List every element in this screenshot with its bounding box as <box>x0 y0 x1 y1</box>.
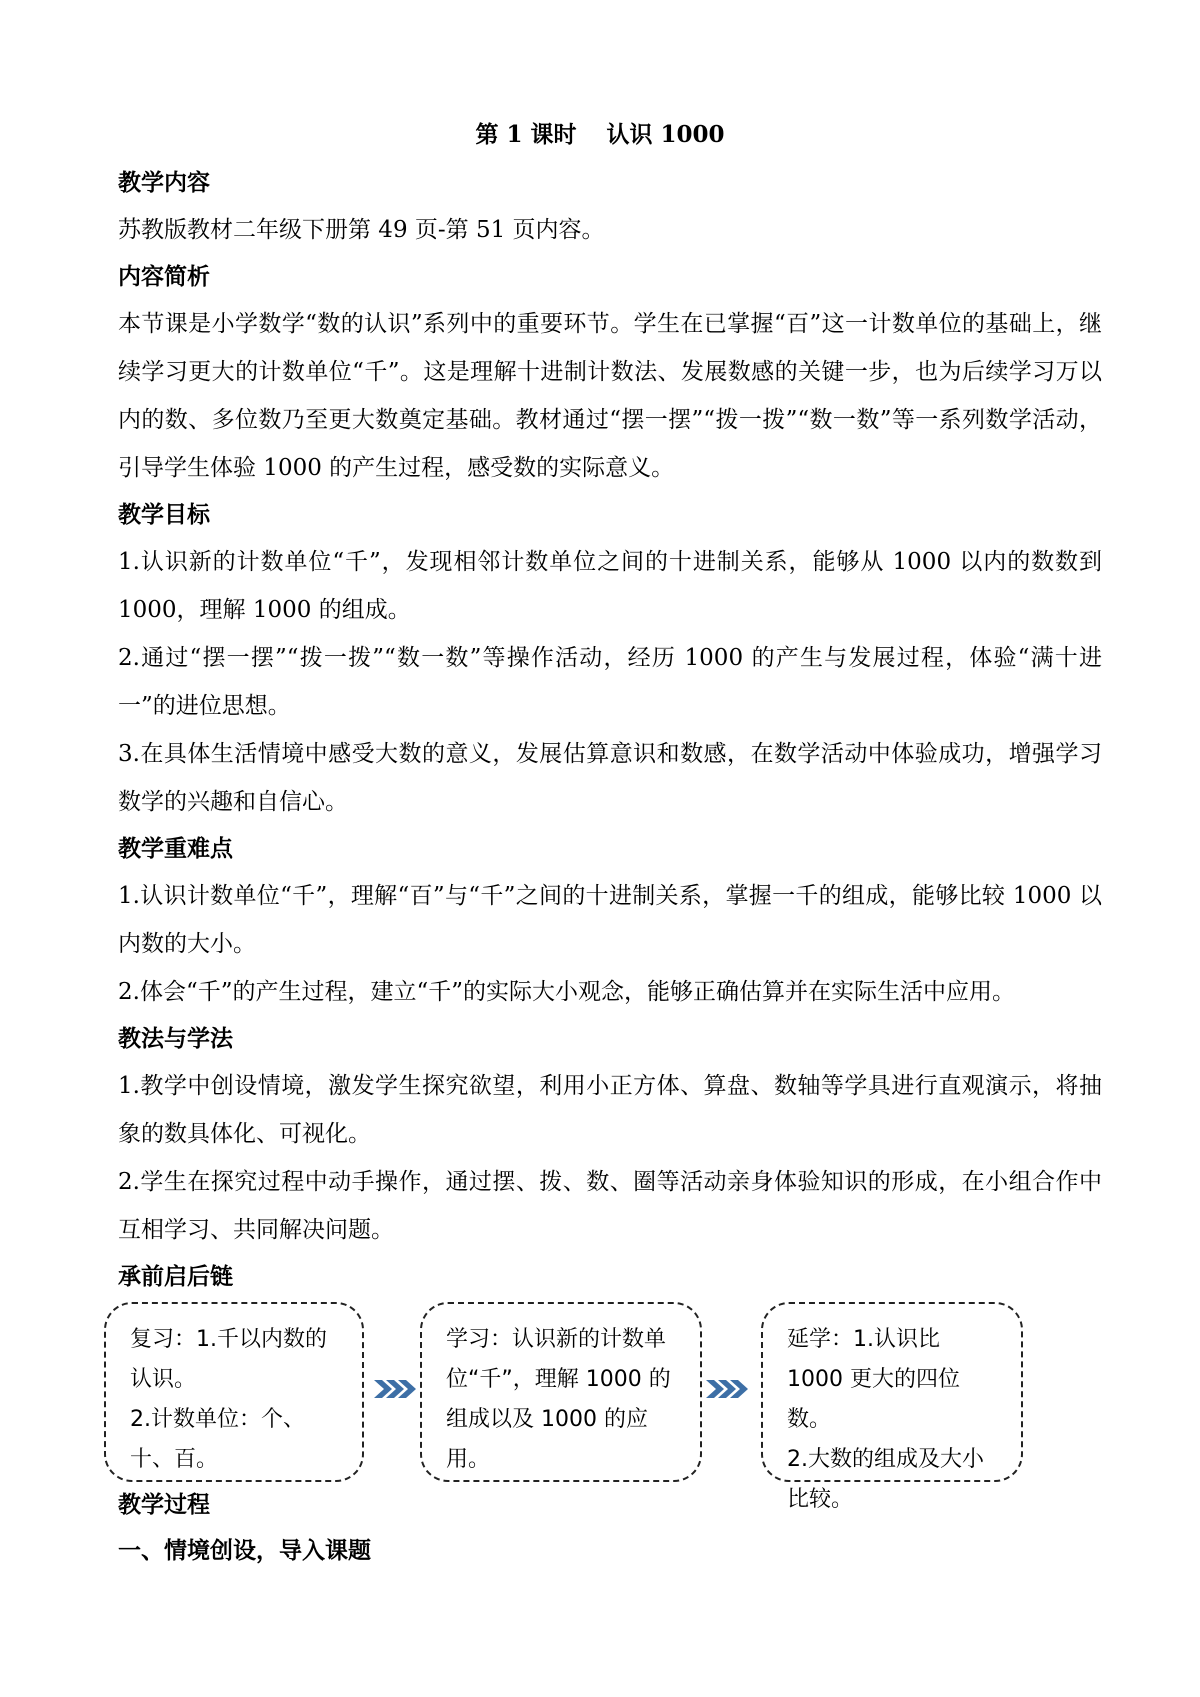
title-lesson: 第 1 课时 <box>475 121 577 148</box>
heading-keypoints: 教学重难点 <box>118 835 233 862</box>
analysis-text: 本节课是小学数学“数的认识”系列中的重要环节。学生在已掌握“百”这一计数单位的基础上，继续学习更大的计数单位“千”。这是理解十进制计数法、发展数感的关键一步，也为后续学习万以内的数、多位数乃至更大数奠定基础。教材通过“摆一摆”“拨一拨”“数一数”等一系列数学活动，引导学生体验 1000 的产生过程，感受数的实际意义。 <box>118 311 1102 481</box>
heading-analysis: 内容简析 <box>118 263 210 290</box>
heading-content: 教学内容 <box>118 169 210 196</box>
goal-item: 1.认识新的计数单位“千”，发现相邻计数单位之间的十进制关系，能够从 1000 以内的数数到 1000，理解 1000 的组成。 <box>118 549 1102 623</box>
title-topic: 认识 1000 <box>606 121 725 148</box>
double-chevron-right-icon <box>372 1378 418 1400</box>
goal-item: 3.在具体生活情境中感受大数的意义，发展估算意识和数感，在数学活动中体验成功，增强学习数学的兴趣和自信心。 <box>118 741 1102 815</box>
heading-methods: 教法与学法 <box>118 1025 233 1052</box>
keypoint-item: 2.体会“千”的产生过程，建立“千”的实际大小观念，能够正确估算并在实际生活中应用。 <box>118 979 1015 1005</box>
heading-goals: 教学目标 <box>118 501 210 528</box>
review-line: 复习：1.千以内数的认识。 <box>130 1327 327 1392</box>
method-item: 2.学生在探究过程中动手操作，通过摆、拨、数、圈等活动亲身体验知识的形成，在小组合作中互相学习、共同解决问题。 <box>118 1169 1102 1243</box>
heading-process: 教学过程 <box>118 1491 210 1518</box>
extend-line: 2.大数的组成及大小比较。 <box>787 1447 984 1512</box>
page-title <box>0 116 1200 149</box>
process-section <box>118 1482 1102 1574</box>
extend-box <box>761 1302 1023 1512</box>
learn-box <box>420 1302 702 1482</box>
main-content <box>118 160 1102 1300</box>
heading-chain: 承前启后链 <box>118 1263 233 1290</box>
method-item: 1.教学中创设情境，激发学生探究欲望，利用小正方体、算盘、数轴等学具进行直观演示，将抽象的数具体化、可视化。 <box>118 1073 1102 1147</box>
subheading-intro: 一、情境创设，导入课题 <box>118 1537 371 1564</box>
review-box <box>104 1302 364 1482</box>
review-line: 2.计数单位：个、十、百。 <box>130 1407 305 1472</box>
learn-line: 学习：认识新的计数单位“千”，理解 1000 的组成以及 1000 的应用。 <box>446 1327 671 1472</box>
double-chevron-right-icon <box>704 1378 750 1400</box>
keypoint-item: 1.认识计数单位“千”，理解“百”与“千”之间的十进制关系，掌握一千的组成，能够比较 1000 以内数的大小。 <box>118 883 1102 957</box>
goal-item: 2.通过“摆一摆”“拨一拨”“数一数”等操作活动，经历 1000 的产生与发展过程，体验“满十进一”的进位思想。 <box>118 645 1102 719</box>
content-text: 苏教版教材二年级下册第 49 页-第 51 页内容。 <box>118 217 605 243</box>
extend-line: 延学：1.认识比 1000 更大的四位数。 <box>787 1327 960 1432</box>
